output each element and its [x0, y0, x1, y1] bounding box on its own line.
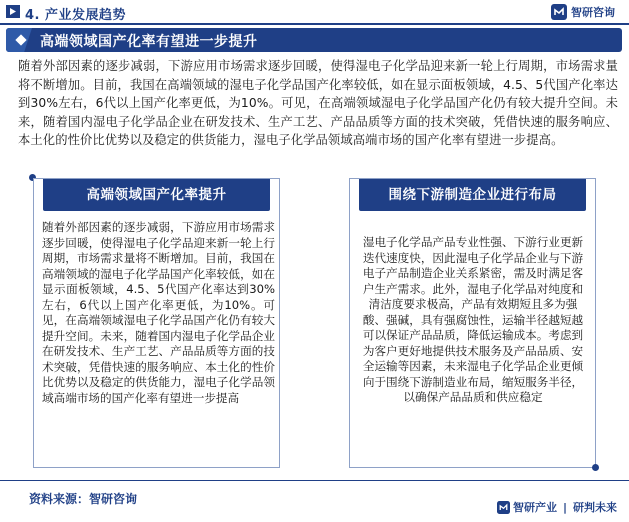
card-downstream-layout	[349, 178, 596, 468]
banner-title: 高端领域国产化率有望进一步提升	[40, 34, 258, 50]
card-body: 湿电子化学品产品专业性强、下游行业更新迭代速度快，因此湿电子化学品企业与下游电子产品制造企业关系紧密，需及时满足客户生产需求。此外，湿电子化学品对纯度和清洁度要求极高，产品有效期短且多为强酸、强碱，具有强腐蚀性，运输半径越短越可以保证产品品质，降低运输成本。考虑到为客户更好地提供技术服务及产品品质、安全运输等因素，未来湿电子化学品企业更倾向于围绕下游制造业布局，缩短服务半径，以确保产品品质和供应稳定	[362, 235, 584, 404]
source-value: 智研咨询	[89, 492, 138, 506]
brand-name: 智研咨询	[571, 6, 615, 19]
source-label: 资料来源：	[29, 492, 90, 506]
card-header	[359, 179, 586, 211]
source-note	[29, 490, 137, 507]
brand-logo-icon	[497, 501, 510, 514]
section-header	[0, 0, 629, 24]
footer-brand	[497, 499, 617, 515]
section-title: 4. 产业发展趋势	[25, 8, 127, 23]
intro-paragraph: 随着外部因素的逐步减弱，下游应用市场需求逐步回暖，使得湿电子化学品迎来新一轮上行周期，市场需求量将不断增加。目前，我国在高端领域的湿电子化学品国产化率较低，如在显示面板领域，4.5、5代国产化率达到30%左右，6代以上国产化率更低，为10%。可见，在高端领域湿电子化学品国产化仍有较大提升空间。未来，随着国内湿电子化学品企业在研发技术、生产工艺、产品品质等方面的技术突破，凭借快速的服务响应、本土化的性价比优势以及稳定的供货能力，湿电子化学品领域高端市场的国产化率有望进一步提高。	[18, 59, 618, 148]
corner-dot	[592, 464, 599, 471]
card-body: 随着外部因素的逐步减弱，下游应用市场需求逐步回暖，使得湿电子化学品迎来新一轮上行周期，市场需求量将不断增加。目前，我国在高端领域的湿电子化学品国产化率较低，如在显示面板领域，4.5、5代国产化率达到30%左右，6代以上国产化率更低，为10%。可见，在高端领域湿电子化学品国产化仍有较大提升空间。未来，随着国内湿电子化学品企业在研发技术、生产工艺、产品品质等方面的技术突破，凭借快速的服务响应、本土化的性价比优势以及稳定的供货能力，湿电子化学品领域高端市场的国产化率有望进一步提高	[42, 220, 275, 405]
topic-banner	[6, 28, 622, 52]
footer-brand-slogan: 研判未来	[573, 501, 617, 514]
card-title: 高端领域国产化率提升	[86, 187, 227, 203]
header-divider	[0, 23, 629, 25]
section-marker-icon	[6, 5, 20, 18]
card-title: 围绕下游制造企业进行布局	[388, 187, 557, 203]
brand-logo-icon	[551, 4, 567, 20]
footer-brand-separator: |	[562, 500, 567, 514]
card-header	[43, 179, 270, 211]
footer-brand-industry: 智研产业	[512, 501, 557, 514]
footer-divider	[0, 480, 629, 481]
brand-logo	[551, 3, 615, 21]
card-domestic-substitution	[33, 178, 280, 468]
